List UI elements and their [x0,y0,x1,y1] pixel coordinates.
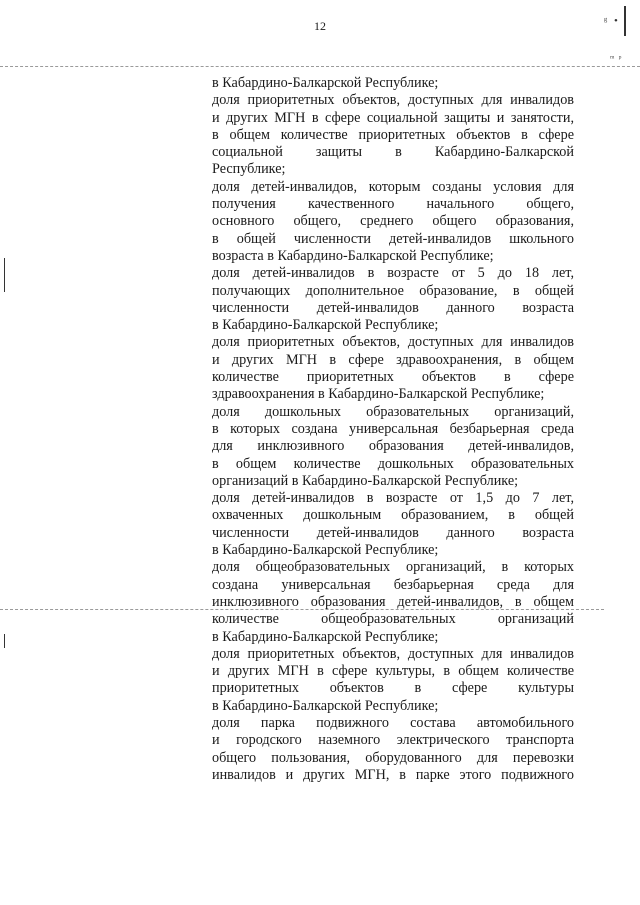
text-line: и других МГН в сфере здравоохранения, в общем [212,351,574,368]
text-line: в Кабардино-Балкарской Республике; [212,542,439,559]
text-line: инвалидов и других МГН, в парке этого подвижного [212,766,574,783]
document-body-text [212,75,574,784]
text-line: создана универсальная безбарьерная среда для [212,576,574,593]
corner-mark: ᵍ • [604,15,620,27]
text-line: доля приоритетных объектов, доступных для инвалидов [212,334,574,351]
text-line: организаций в Кабардино-Балкарской Республике; [212,472,519,489]
text-line: и других МГН в сфере культуры, в общем количестве [212,663,574,680]
text-line: для инклюзивного образования детей-инвалидов, [212,438,574,455]
text-line: и других МГН в сфере социальной защиты и занятости, [212,109,574,126]
scan-edge-mark [4,258,5,292]
text-line: в Кабардино-Балкарской Республике; [212,697,439,714]
text-line: численности детей-инвалидов данного возраста [212,524,574,541]
scan-edge-mark [4,634,5,648]
text-line: численности детей-инвалидов данного возраста [212,299,574,316]
text-line: в Кабардино-Балкарской Республике; [212,628,439,645]
text-line: доля парка подвижного состава автомобильного [212,714,574,731]
text-line: количестве приоритетных объектов в сфере [212,369,574,386]
text-line: в общем количестве дошкольных образовательных [212,455,574,472]
text-line: приоритетных объектов в сфере культуры [212,680,574,697]
text-line: основного общего, среднего общего образования, [212,213,574,230]
text-line: здравоохранения в Кабардино-Балкарской Республике; [212,386,545,403]
text-line: в Кабардино-Балкарской Республике; [212,317,439,334]
scan-edge-mark [624,6,626,36]
text-line: доля общеобразовательных организаций, в которых [212,559,574,576]
text-line: социальной защиты в Кабардино-Балкарской [212,144,574,161]
text-line: доля дошкольных образовательных организаций, [212,403,574,420]
page-number: 12 [314,19,326,33]
text-line: получающих дополнительное образование, в общей [212,282,574,299]
corner-mark-small: ᵐ ᵖ [610,53,623,63]
text-line: общего пользования, оборудованного для перевозки [212,749,574,766]
scan-artifact-line-top [0,66,640,67]
text-line: в общем количестве приоритетных объектов в сфере [212,126,574,143]
text-line: Республике; [212,161,286,178]
text-line: возраста в Кабардино-Балкарской Республике; [212,247,494,264]
text-line: и городского наземного электрического транспорта [212,732,574,749]
text-line: в Кабардино-Балкарской Республике; [212,75,439,91]
text-line: в общей численности детей-инвалидов школьного [212,230,574,247]
text-line: охваченных дошкольным образованием, в общей [212,507,574,524]
text-line: доля приоритетных объектов, доступных для инвалидов [212,92,574,109]
text-line: получения качественного начального общего, [212,196,574,213]
text-line: доля детей-инвалидов в возрасте от 5 до 18 лет, [212,265,574,282]
text-line: доля детей-инвалидов в возрасте от 1,5 до 7 лет, [212,490,574,507]
text-line: доля детей-инвалидов, которым созданы условия для [212,178,574,195]
text-line: инклюзивного образования детей-инвалидов, в общем [212,593,574,610]
text-line: количестве общеобразовательных организаций [212,611,574,628]
text-line: доля приоритетных объектов, доступных для инвалидов [212,645,574,662]
text-line: в которых создана универсальная безбарьерная среда [212,420,574,437]
